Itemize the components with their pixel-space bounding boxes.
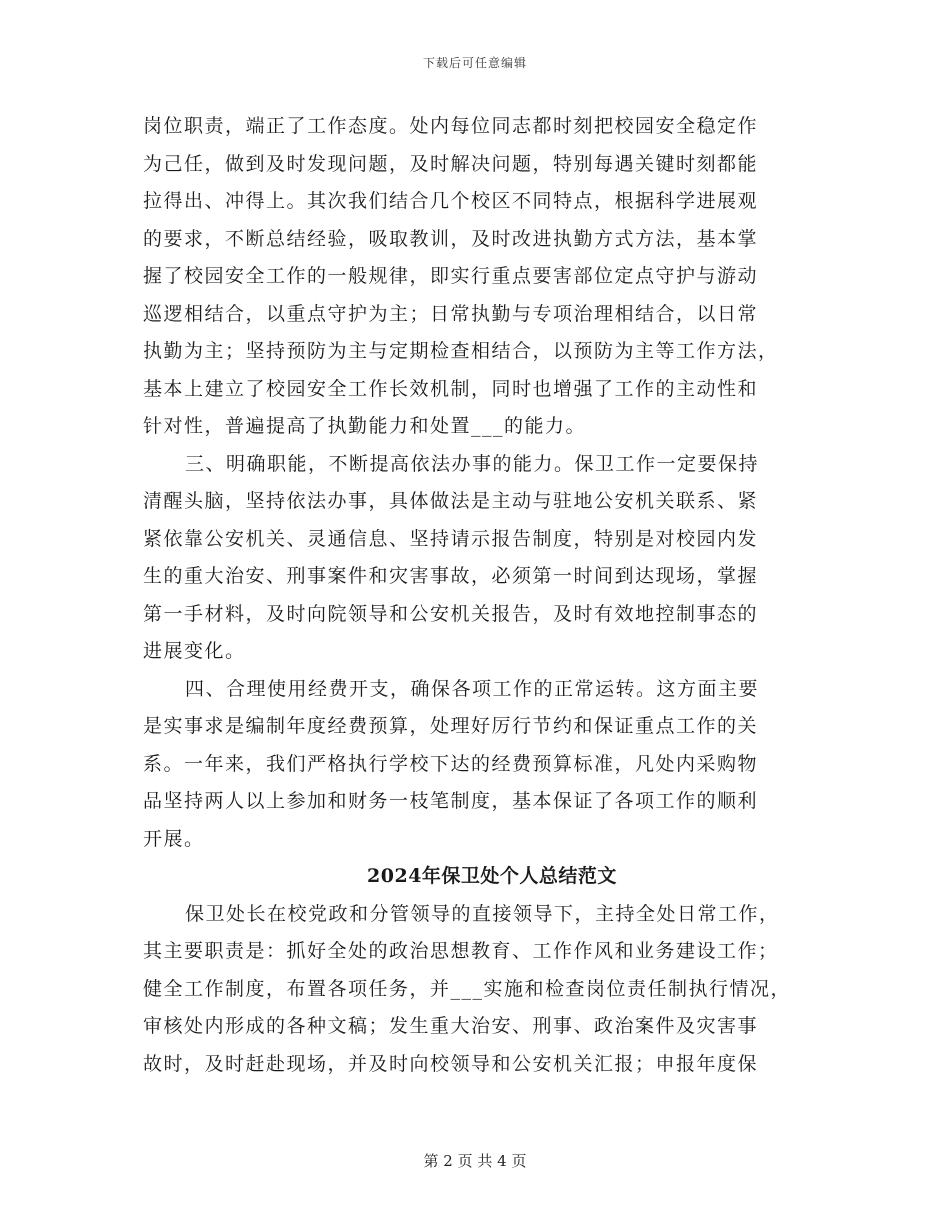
text-line: 岗位职责，端正了工作态度。处内每位同志都时刻把校园安全稳定作 [143, 115, 759, 137]
paragraph [143, 446, 823, 671]
text-line: 系。一年来，我们严格执行学校下达的经费预算标准，凡处内采购物 [143, 752, 759, 775]
text-line: 的要求，不断总结经验，吸取教训，及时改进执勤方式方法，基本掌 [143, 227, 759, 250]
text-line: 握了校园安全工作的一般规律，即实行重点要害部位定点守护与游动 [143, 265, 759, 287]
text-line: 第一手材料，及时向院领导和公安机关报告，及时有效地控制事态的 [143, 602, 759, 625]
text-line: 拉得出、冲得上。其次我们结合几个校区不同特点，根据科学进展观 [143, 190, 759, 212]
page-header-note: 下载后可任意编辑 [422, 56, 527, 70]
text-line: 故时，及时赶赴现场，并及时向校领导和公安机关汇报；申报年度保 [143, 1052, 759, 1075]
text-line: 是实事求是编制年度经费预算，处理好厉行节约和保证重点工作的关 [143, 715, 759, 737]
text-line: 四、合理使用经费开支，确保各项工作的正常运转。这方面主要 [185, 677, 760, 700]
section-title: 2024年保卫处个人总结范文 [367, 865, 617, 887]
text-line: 进展变化。 [143, 640, 246, 662]
page-footer: 第 2 页 共 4 页 [423, 1152, 527, 1170]
paragraph [143, 896, 823, 1084]
section-paragraphs [143, 896, 823, 1084]
body-paragraphs [143, 108, 823, 858]
text-line: 品坚持两人以上参加和财务一枝笔制度，基本保证了各项工作的顺利 [143, 790, 759, 812]
text-line: 针对性，普遍提高了执勤能力和处置___的能力。 [143, 415, 587, 437]
text-line: 清醒头脑，坚持依法办事，具体做法是主动与驻地公安机关联系、紧 [143, 490, 759, 512]
text-line: 审核处内形成的各种文稿；发生重大治安、刑事、政治案件及灾害事 [143, 1015, 759, 1037]
text-line: 保卫处长在校党政和分管领导的直接领导下，主持全处日常工作， [185, 902, 780, 925]
text-line: 其主要职责是：抓好全处的政治思想教育、工作作风和业务建设工作； [143, 940, 779, 962]
text-line: 紧依靠公安机关、灵通信息、坚持请示报告制度，特别是对校园内发 [143, 527, 759, 550]
text-line: 生的重大治安、刑事案件和灾害事故，必须第一时间到达现场，掌握 [143, 565, 759, 587]
text-line: 巡逻相结合，以重点守护为主；日常执勤与专项治理相结合，以日常 [143, 302, 759, 325]
paragraph [143, 671, 823, 859]
text-line: 执勤为主；坚持预防为主与定期检查相结合，以预防为主等工作方法， [143, 340, 779, 362]
paragraph [143, 108, 823, 446]
text-line: 为己任，做到及时发现问题，及时解决问题，特别每遇关键时刻都能 [143, 152, 759, 175]
text-line: 健全工作制度，布置各项任务，并___实施和检查岗位责任制执行情况， [143, 977, 792, 1000]
text-line: 基本上建立了校园安全工作长效机制，同时也增强了工作的主动性和 [143, 377, 759, 400]
text-line: 开展。 [143, 827, 205, 850]
document-body [143, 108, 823, 1083]
text-line: 三、明确职能，不断提高依法办事的能力。保卫工作一定要保持 [185, 452, 760, 475]
